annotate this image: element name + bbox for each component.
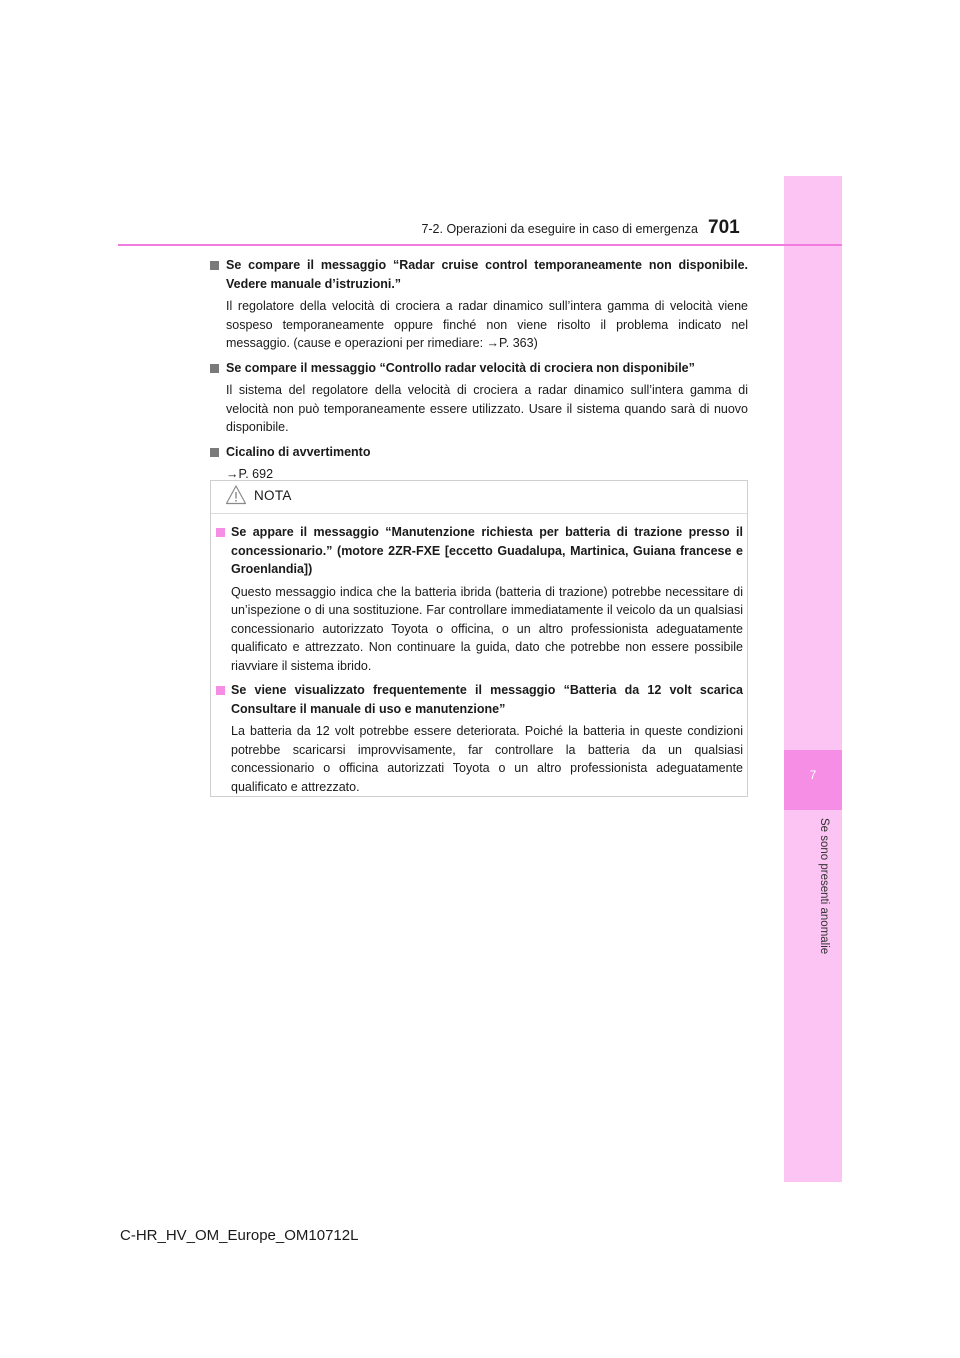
content-item bbox=[210, 443, 748, 484]
nota-label: NOTA bbox=[254, 488, 292, 503]
item-body: →P. 692 bbox=[226, 467, 274, 481]
nota-item-body: La batteria da 12 volt potrebbe essere deteriorata. Poiché la batteria in queste condizioni potrebbe scaricarsi improvvisamente, far controllare la batteria da un qualsiasi concessionario o officina autorizzati Toyota o un altro professionista adeguatamente qualificato e attrezzato. bbox=[231, 724, 743, 794]
content-item bbox=[210, 256, 748, 353]
document-code: C-HR_HV_OM_Europe_OM10712L bbox=[120, 1227, 359, 1244]
bullet-square-icon bbox=[210, 364, 219, 373]
item-heading bbox=[210, 256, 748, 293]
nota-item-heading-text: Se viene visualizzato frequentemente il messaggio “Batteria da 12 volt scarica Consultare il manuale di uso e manutenzione” bbox=[231, 683, 743, 716]
header-divider bbox=[118, 244, 842, 246]
chapter-title: Se sono presenti anomalie bbox=[818, 818, 830, 955]
item-heading-text: Se compare il messaggio “Radar cruise control temporaneamente non disponibile. Vedere manuale d’istruzioni.” bbox=[226, 258, 748, 291]
bullet-square-icon bbox=[210, 448, 219, 457]
section-title: 7-2. Operazioni da eseguire in caso di emergenza bbox=[421, 222, 698, 236]
nota-item-heading-text: Se appare il messaggio “Manutenzione richiesta per batteria di trazione presso il concessionario.” (motore 2ZR-FXE [eccetto Guadalupa, Martinica, Guiana francese e Groenlandia]) bbox=[231, 525, 743, 576]
item-heading bbox=[210, 359, 748, 378]
nota-item-body: Questo messaggio indica che la batteria ibrida (batteria di trazione) potrebbe necessitare di un’ispezione o di una sostituzione. Far controllare immediatamente il veicolo da un qualsiasi concessionario autorizzato Toyota o officina, o un altro professionista adeguatamente qualificato e attrezzato. Non continuare la guida, dato che potrebbe non essere possibile riavviare il sistema ibrido. bbox=[231, 584, 743, 673]
main-content bbox=[210, 256, 748, 490]
nota-item-heading bbox=[216, 681, 743, 718]
bullet-square-icon bbox=[216, 686, 225, 695]
nota-item bbox=[216, 523, 743, 675]
item-body: Il sistema del regolatore della velocità di crociera a radar dinamico sull’intera gamma di velocità non può temporaneamente essere utilizzato. Usare il sistema quando sarà di nuovo disponibile. bbox=[226, 383, 748, 434]
item-heading bbox=[210, 443, 748, 462]
item-body: Il regolatore della velocità di crociera a radar dinamico sull’intera gamma di velocità viene sospeso temporaneamente oppure finché non viene risolto il problema indicato nel messaggio. (cause e operazioni per rimediare: →P. 363) bbox=[226, 299, 748, 350]
nota-box bbox=[210, 480, 748, 797]
item-heading-text: Se compare il messaggio “Controllo radar velocità di crociera non disponibile” bbox=[226, 360, 695, 375]
bullet-square-icon bbox=[210, 261, 219, 270]
nota-item-heading bbox=[216, 523, 743, 579]
nota-content bbox=[216, 523, 743, 802]
warning-triangle-icon bbox=[225, 484, 247, 511]
page-number: 701 bbox=[708, 217, 740, 238]
chapter-number: 7 bbox=[809, 768, 817, 782]
content-item bbox=[210, 359, 748, 437]
nota-header bbox=[211, 481, 747, 514]
chapter-side-tab bbox=[784, 176, 842, 1182]
item-heading-text: Cicalino di avvertimento bbox=[226, 444, 371, 459]
nota-item bbox=[216, 681, 743, 796]
bullet-square-icon bbox=[216, 528, 225, 537]
